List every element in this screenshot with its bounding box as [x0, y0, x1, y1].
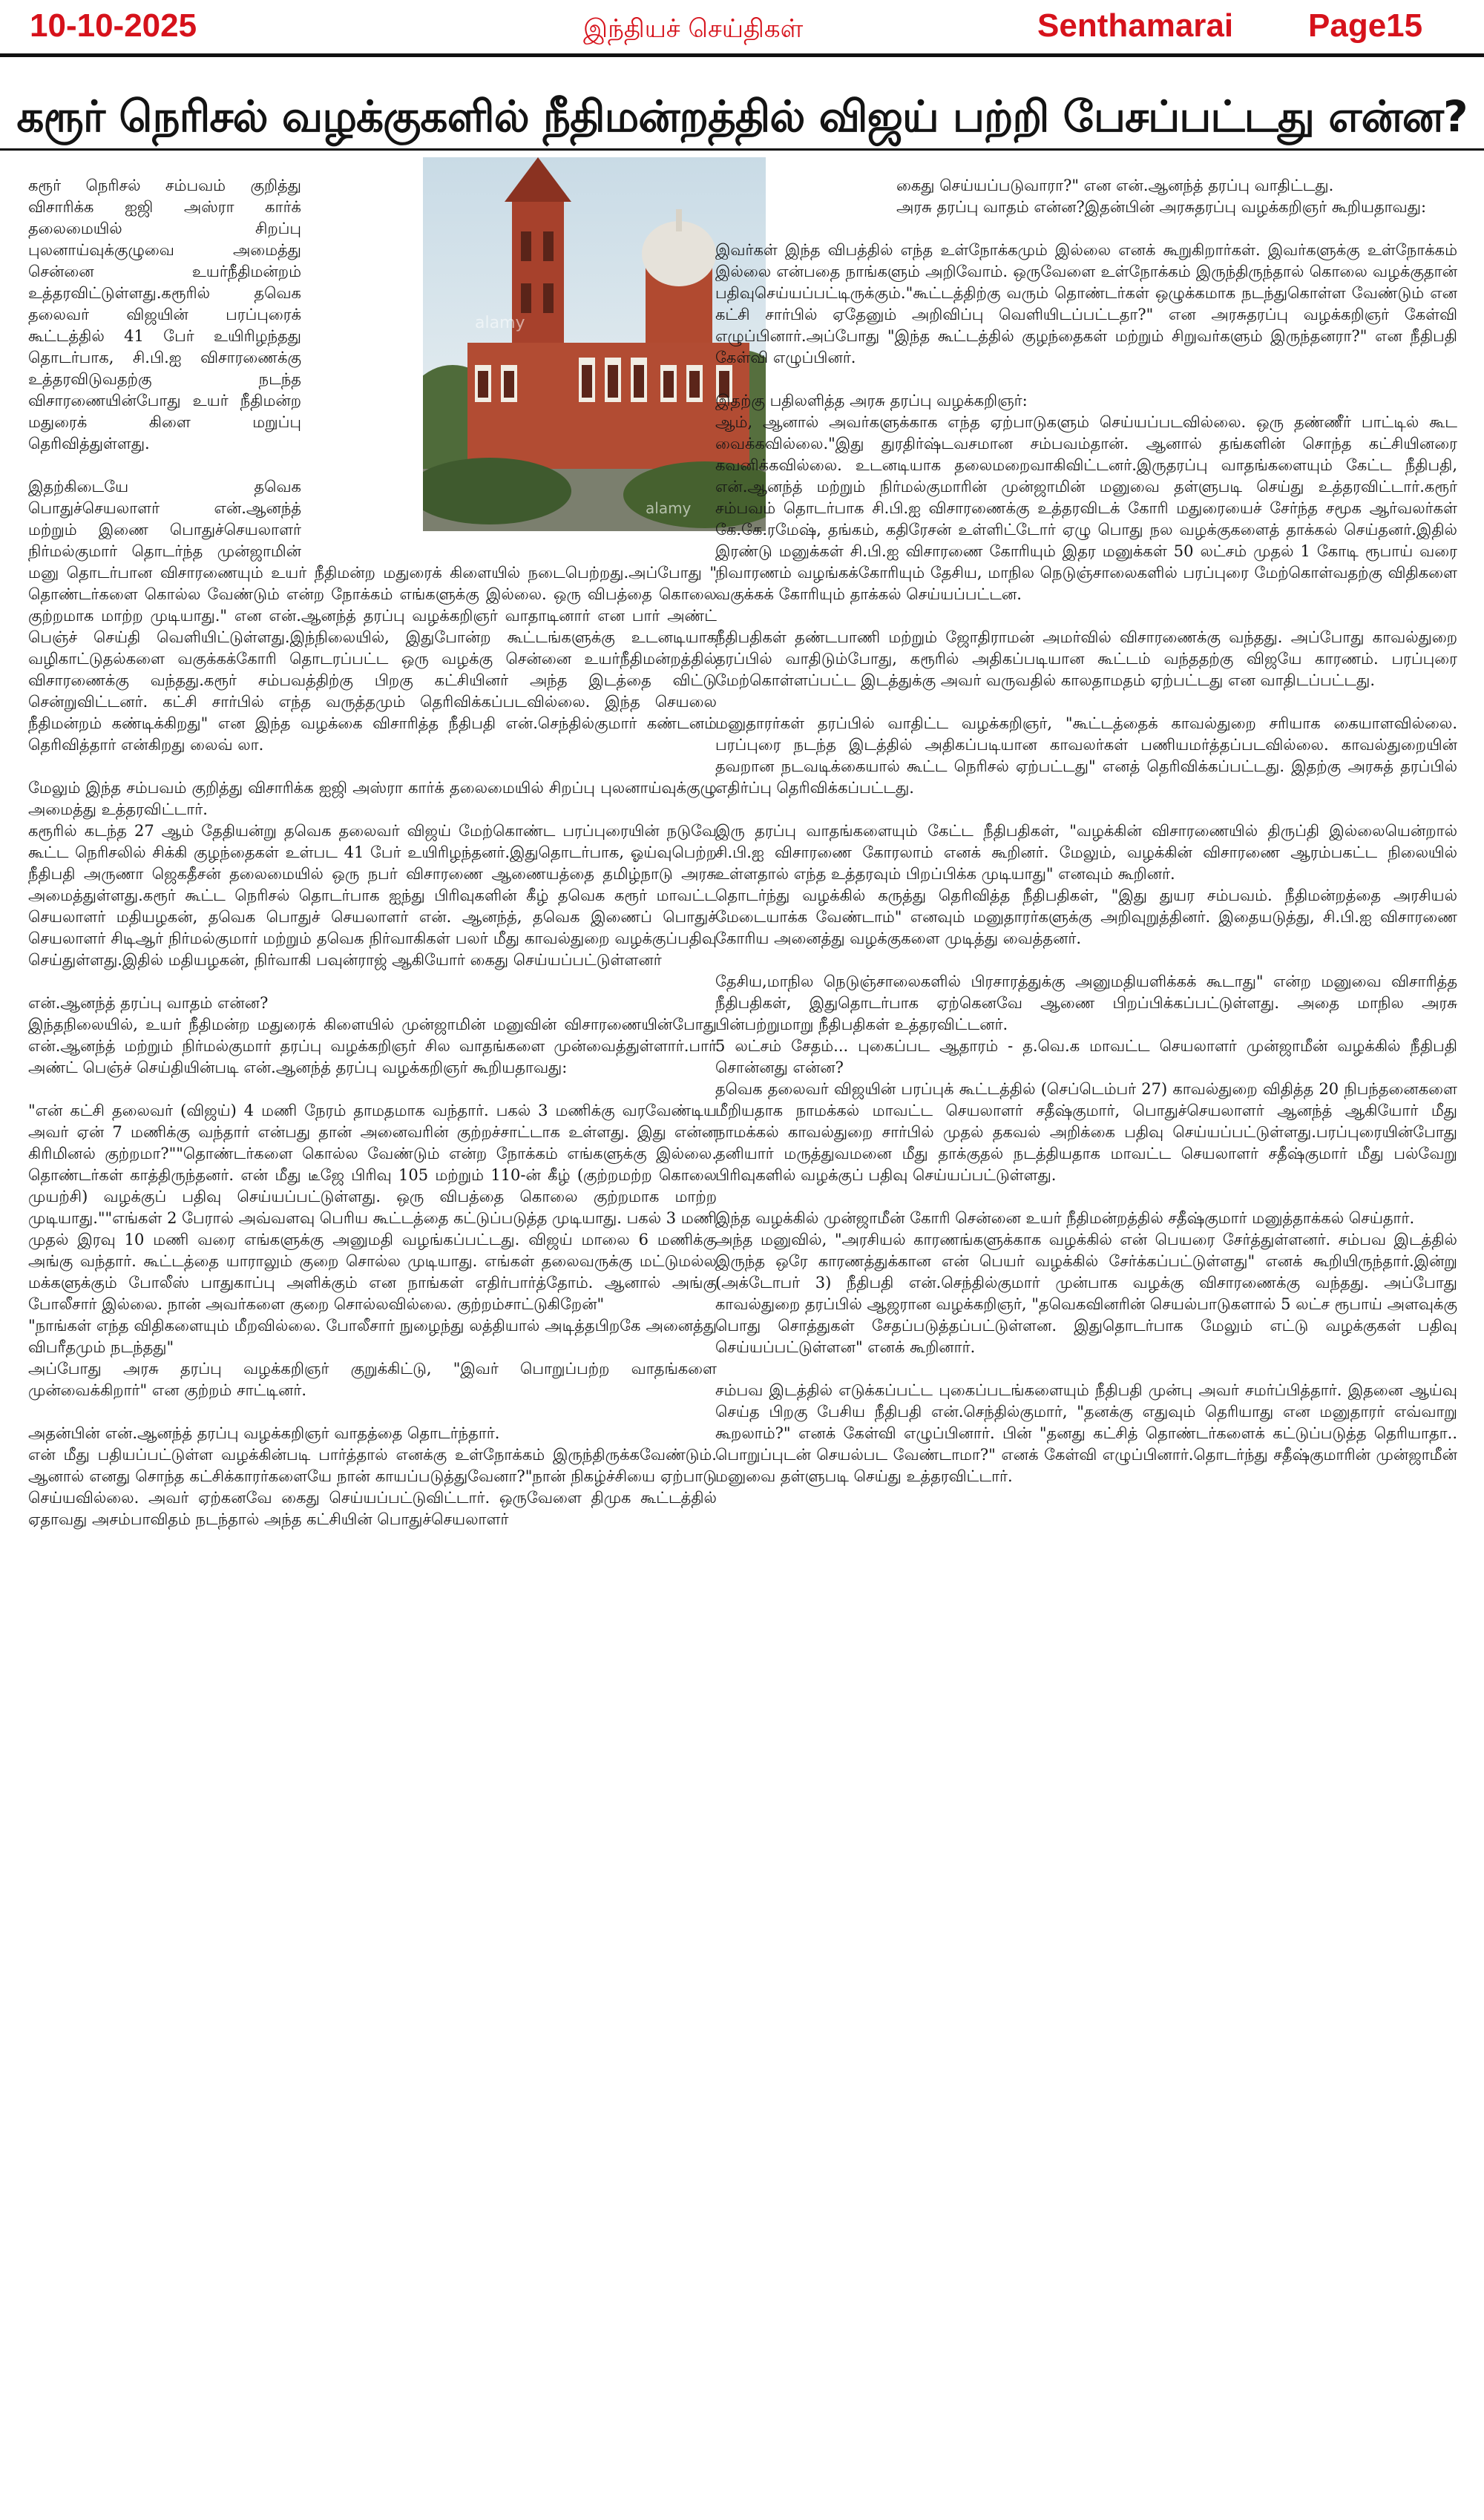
- left-para-6: அதன்பின் என்.ஆனந்த் தரப்பு வழக்கறிஞர் வாதத்தை தொடர்ந்தார். என் மீது பதியப்பட்டுள்ள வழக்கின்படி பார்த்தால் எனக்கு உள்நோக்கம் இருந்திருக்கவேண்டும். ஆனால் எனது சொந்த கட்சிக்காரர்களையே நான் காயப்படுத்துவேனா?"நான் நிகழ்ச்சியை ஏற்பாடு செய்யவில்லை. அவர் ஏற்கனவே கைது செய்யப்பட்டுவிட்டார். ஒருவேளை திமுக கூட்டத்தில் ஏதாவது அசம்பாவிதம் நடந்தால் அந்த கட்சியின் பொதுச்செயலாளர்: [28, 1424, 717, 1528]
- page-header: [0, 0, 1484, 52]
- right-para-7: தேசிய,மாநில நெடுஞ்சாலைகளில் பிரசாரத்துக்கு அனுமதியளிக்கக் கூடாது" என்ற மனுவை விசாரித்த நீதிபதிகள், இதுதொடர்பாக ஏற்கெனவே ஆணை பிறப்பிக்கப்பட்டுள்ளது. அதை மாநில அரசு பின்பற்றுமாறு நீதிபதிகள் உத்தரவிட்டனர். 5 லட்சம் சேதம்... புகைப்பட ஆதாரம் - த.வெ.க மாவட்ட செயலாளர் முன்ஜாமீன் வழக்கில் நீதிபதி சொன்னது என்ன? தவெக தலைவர் விஜயின் பரப்புக் கூட்டத்தில் (செப்டெம்பர் 27) காவல்துறை விதித்த 20 நிபந்தனைகளை மீறியதாக நாமக்கல் மாவட்ட செயலாளர் சதீஷ்குமார், பொதுச்செயலாளர் ஆனந்த் ஆகியோர் மீது நாமக்கல் காவல்துறை சார்பில் முதல் தகவல் அறிக்கை பதிவு செய்யப்பட்டுள்ளது.பரப்புரையின்போது தனியார் மருத்துவமனை மீது தாக்குதல் நடத்தியதாக மாவட்ட செயலாளர் சதீஷ்குமார் மீது பல்வேறு பிரிவுகளில் வழக்குப் பதிவு செய்யப்பட்டுள்ளது.: [715, 973, 1457, 1184]
- right-para-9: சம்பவ இடத்தில் எடுக்கப்பட்ட புகைப்படங்களையும் நீதிபதி முன்பு அவர் சமர்ப்பித்தார். இதனை ஆய்வு செய்த பிறகு பேசிய நீதிபதி என்.செந்தில்குமார், "தனக்கு எதுவும் தெரியாது என மனுதாரர் எவ்வாறு கூறலாம்?" எனக் கேள்வி எழுப்பினார். பின் "தனது கட்சித் தொண்டர்களைக் கட்டுப்படுத்த தெரியாதா.. பொறுப்புடன் செயல்பட வேண்டாமா?" எனக் கேள்வி எழுப்பினார்.தொடர்ந்து சதீஷ்குமாரின் முன்ஜாமீன் மனுவை தள்ளுபடி செய்து உத்தரவிட்டார்.: [715, 1381, 1457, 1485]
- left-para-3: மேலும் இந்த சம்பவம் குறித்து விசாரிக்க ஐஜி அஸ்ரா கார்க் தலைமையில் சிறப்பு புலனாய்வுக்குழு அமைத்து உத்தரவிட்டார். கரூரில் கடந்த 27 ஆம் தேதியன்று தவெக தலைவர் விஜய் மேற்கொண்ட பரப்புரையின் நடுவே கூட்ட நெரிசலில் சிக்கி குழந்தைகள் உள்பட 41 பேர் உயிரிழந்தனர்.இதுதொடர்பாக, ஓய்வுபெற்ற நீதிபதி அருணா ஜெகதீசன் தலைமையில் ஒரு நபர் விசாரணை ஆணையத்தை தமிழ்நாடு அரசு அமைத்துள்ளது.கரூர் கூட்ட நெரிசல் தொடர்பாக ஐந்து பிரிவுகளின் கீழ் தவெக கரூர் மாவட்ட செயலாளர் மதியழகன், தவெக பொதுச் செயலாளர் என். ஆனந்த், தவெக இணைப் பொதுச் செயலாளர் சிடிஆர் நிர்மல்குமார் மற்றும் தவெக நிர்வாகிகள் பலர் மீது காவல்துறை வழக்குப்பதிவு செய்துள்ளது.இதில் மதியழகன், நிர்வாகி பவுன்ராஜ் ஆகியோர் கைது செய்யப்பட்டுள்ளனர்: [28, 779, 717, 969]
- header-rule: [0, 53, 1484, 57]
- article-headline: கரூர் நெரிசல் வழக்குகளில் நீதிமன்றத்தில் விஜய் பற்றி பேசப்பட்டது என்ன?: [16, 91, 1468, 142]
- image-watermark-top: alamy: [475, 314, 525, 332]
- right-para-3: இதற்கு பதிலளித்த அரசு தரப்பு வழக்கறிஞர்: ஆம், ஆனால் அவர்களுக்காக எந்த ஏற்பாடுகளும் செய்யப்படவில்லை. ஒரு தண்ணீர் பாட்டில் கூட வைக்கவில்லை."இது துரதிர்ஷ்டவசமான சம்பவம்தான். ஆனால் தங்களின் சொந்த கட்சியினரை கவனிக்கவில்லை. உடனடியாக தலைமறைவாகிவிட்டனர்.இருதரப்பு வாதங்களையும் கேட்ட நீதிபதி, என்.ஆனந்த் மற்றும் நிர்மல்குமாரின் முன்ஜாமின் மனுவை தள்ளுபடி செய்து உத்தரவிட்டார்.கரூர் சம்பவம் தொடர்பாக சி.பி.ஐ விசாரணைக்கு உத்தரவிடக் கோரி மதுரையைச் சேர்ந்த சமூக ஆர்வலர்கள் கே.கே.ரமேஷ், தங்கம், கதிரேசன் உள்ளிட்டோர் ஏழு பொது நல வழக்குகளைத் தாக்கல் செய்தனர்.இதில் இரண்டு மனுக்கள் சி.பி.ஐ விசாரணை கோரியும் இதர மனுக்கள் 50 லட்சம் முதல் 1 கோடி ரூபாய் வரை நிவாரணம் வழங்கக்கோரியும் தேசிய, மாநில நெடுஞ்சாலைகளில் பரப்புரை மேற்கொள்வதற்கு விதிகளை வகுக்கக் கோரியும் தாக்கல் செய்யப்பட்டன.: [715, 392, 1457, 603]
- left-para-2: இதற்கிடையே தவெக பொதுச்செயலாளர் என்.ஆனந்த் மற்றும் இணை பொதுச்செயலாளர் நிர்மல்குமார் தொடர்ந்த முன்ஜாமின் மனு தொடர்பான விசாரணையும் உயர் நீதிமன்ற மதுரைக் கிளையில் நடைபெற்றது.அப்போது " தொண்டர்களை கொல்ல வேண்டும் என்ற நோக்கம் எங்களுக்கு இல்லை. ஒரு விபத்தை கொலை குற்றமாக மாற்ற முடியாது." என என்.ஆனந்த் தரப்பு வழக்கறிஞர் வாதாடினார் என பார் அண்ட் பெஞ்ச் செய்தி வெளியிட்டுள்ளது.இந்நிலையில், இதுபோன்ற கூட்டங்களுக்கு உடனடியாக வழிகாட்டுதல்களை வகுக்கக்கோரி தொடரப்பட்ட ஒரு வழக்கு சென்னை உயர்நீதிமன்றத்தில் விசாரணைக்கு வந்தது.கரூர் சம்பவத்திற்கு பிறகு கட்சியினர் அந்த இடத்தை விட்டு சென்றுவிட்டனர். கட்சி சார்பில் எந்த வருத்தமும் தெரிவிக்கப்படவில்லை. இந்த செயலை நீதிமன்றம் கண்டிக்கிறது" என இந்த வழக்கை விசாரித்த நீதிபதி என்.செந்தில்குமார் கண்டனம் தெரிவித்தார் என்கிறது லைவ் லா.: [28, 478, 717, 754]
- right-para-1: கைது செய்யப்படுவாரா?" என என்.ஆனந்த் தரப்பு வாதிட்டது. அரசு தரப்பு வாதம் என்ன?இதன்பின் அரசுதரப்பு வழக்கறிஞர் கூறியதாவது:: [896, 177, 1427, 216]
- issue-date: 10-10-2025: [30, 7, 197, 44]
- left-para-4: என்.ஆனந்த் தரப்பு வாதம் என்ன? இந்தநிலையில், உயர் நீதிமன்ற மதுரைக் கிளையில் முன்ஜாமின் மனுவின் விசாரணையின்போது என்.ஆனந்த் மற்றும் நிர்மல்குமார் தரப்பு வழக்கறிஞர் சில வாதங்களை முன்வைத்துள்ளார்.பார் அண்ட் பெஞ்ச் செய்தியின்படி என்.ஆனந்த் தரப்பு வழக்கறிஞர் கூறியதாவது:: [28, 994, 717, 1076]
- right-para-2: இவர்கள் இந்த விபத்தில் எந்த உள்நோக்கமும் இல்லை எனக் கூறுகிறார்கள். இவர்களுக்கு உள்நோக்கம் இல்லை என்பதை நாங்களும் அறிவோம். ஒருவேளை உள்நோக்கம் இருந்திருந்தால் கொலை வழக்குதான் பதிவுசெய்யப்பட்டிருக்கும்."கூட்டத்திற்கு வரும் தொண்டர்கள் ஒழுக்கமாக நடந்துகொள்ள வேண்டும் என கட்சி சார்பில் ஏதேனும் அறிவிப்பு வெளியிடப்பட்டதா?" என அரசுதரப்பு வழக்கறிஞர் கேள்வி எழுப்பினார்.அப்போது "இந்த கூட்டத்தில் குழந்தைகள் மற்றும் சிறுவர்களும் இருந்தனரா?" என நீதிபதி கேள்வி எழுப்பினர்.: [715, 241, 1457, 366]
- article-column-left: [28, 175, 717, 1552]
- right-para-5: மனுதாரர்கள் தரப்பில் வாதிட்ட வழக்கறிஞர், "கூட்டத்தைக் காவல்துறை சரியாக கையாளவில்லை. பரப்புரை நடந்த இடத்தில் அதிகப்படியான காவலர்கள் பணியமர்த்தப்படவில்லை. காவல்துறையின் தவறான நடவடிக்கையால் கூட்ட நெரிசல் ஏற்பட்டது" எனத் தெரிவிக்கப்பட்டது. இதற்கு அரசுத் தரப்பில் எதிர்ப்பு தெரிவிக்கப்பட்டது.: [715, 714, 1457, 797]
- left-para-5: "என் கட்சி தலைவர் (விஜய்) 4 மணி நேரம் தாமதமாக வந்தார். பகல் 3 மணிக்கு வரவேண்டிய அவர் ஏன் 7 மணிக்கு வந்தார் என்பது தான் அனைவரின் குற்றச்சாட்டாக உள்ளது. இது என்ன கிரிமினல் குற்றமா?""தொண்டர்களை கொல்ல வேண்டும் என்ற நோக்கம் எங்களுக்கு இல்லை. தொண்டர்கள் காத்திருந்தனர். என் மீது டீஜே பிரிவு 105 மற்றும் 110-ன் கீழ் (குற்றமற்ற கொலை முயற்சி) வழக்குப் பதிவு செய்யப்பட்டுள்ளது. ஒரு விபத்தை கொலை குற்றமாக மாற்ற முடியாது.""எங்கள் 2 பேரால் அவ்வளவு பெரிய கூட்டத்தை கட்டுப்படுத்த முடியாது. பகல் 3 மணி முதல் இரவு 10 மணி வரை எங்களுக்கு அனுமதி வழங்கப்பட்டது. விஜய் மாலை 6 மணிக்கு அங்கு வந்தார். கூட்டத்தை யாராலும் குறை சொல்ல முடியாது. எங்கள் தலைவருக்கு மட்டுமல்ல மக்களுக்கும் போலீஸ் பாதுகாப்பு அளிக்கும் என நாங்கள் எதிர்பார்த்தோம். ஆனால் அங்கு போலீசார் இல்லை. நான் அவர்களை குறை சொல்லவில்லை. குற்றம்சாட்டுகிறேன்" "நாங்கள் எந்த விதிகளையும் மீறவில்லை. போலீசார் நுழைந்து லத்தியால் அடித்தபிறகே அனைத்து விபரீதமும் நடந்தது" அப்போது அரசு தரப்பு வழக்கறிஞர் குறுக்கிட்டு, "இவர் பொறுப்பற்ற வாதங்களை முன்வைக்கிறார்" என குற்றம் சாட்டினர்.: [28, 1102, 717, 1399]
- newspaper-brand: Senthamarai: [1037, 7, 1234, 44]
- article-column-right: [715, 175, 1457, 1509]
- right-para-8: இந்த வழக்கில் முன்ஜாமீன் கோரி சென்னை உயர் நீதிமன்றத்தில் சதீஷ்குமார் மனுத்தாக்கல் செய்தார். அந்த மனுவில், "அரசியல் காரணங்களுக்காக வழக்கில் என் பெயரை சேர்த்துள்ளனர். சம்பவ இடத்தில் இருந்த ஒரே காரணத்துக்கான என் பெயர் வழக்கில் சேர்க்கப்பட்டுள்ளது" எனக் கூறியிருந்தார்.இன்று (அக்டோபர் 3) நீதிபதி என்.செந்தில்குமார் முன்பாக வழக்கு விசாரணைக்கு வந்தது. அப்போது காவல்துறை தரப்பில் ஆஜரான வழக்கறிஞர், "தவெகவினரின் செயல்பாடுகளால் 5 லட்ச ரூபாய் அளவுக்கு பொது சொத்துகள் சேதப்படுத்தப்பட்டுள்ளன. இதுதொடர்பாக மேலும் எட்டு வழக்குகள் பதிவு செய்யப்பட்டுள்ளன" எனக் கூறினார்.: [715, 1209, 1457, 1356]
- left-para-1: கரூர் நெரிசல் சம்பவம் குறித்து விசாரிக்க ஐஜி அஸ்ரா கார்க் தலைமையில் சிறப்பு புலனாய்வுக்குழுவை அமைத்து சென்னை உயர்நீதிமன்றம் உத்தரவிட்டுள்ளது.கரூரில் தவெக தலைவர் விஜயின் பரப்புரைக் கூட்டத்தில் 41 பேர் உயிரிழந்தது தொடர்பாக, சி.பி.ஐ விசாரணைக்கு உத்தரவிடுவதற்கு நடந்த விசாரணையின்போது உயர் நீதிமன்ற மதுரைக் கிளை மறுப்பு தெரிவித்துள்ளது.: [28, 177, 301, 453]
- section-category: இந்தியச் செய்திகள்: [583, 14, 804, 44]
- headline-rule: [0, 148, 1484, 151]
- right-para-6: இரு தரப்பு வாதங்களையும் கேட்ட நீதிபதிகள், "வழக்கின் விசாரணையில் திருப்தி இல்லையென்றால் சி.பி.ஐ விசாரணை கோரலாம் எனக் கூறினர். மேலும், வழக்கின் விசாரணை ஆரம்பகட்ட நிலையில் உள்ளதால் எந்த உத்தரவும் பிறப்பிக்க முடியாது" எனவும் கூறினர். தொடர்ந்து வழக்கில் கருத்து தெரிவித்த நீதிபதிகள், "இது துயர சம்பவம். நீதிமன்றத்தை அரசியல் மேடையாக்க வேண்டாம்" எனவும் மனுதாரர்களுக்கு அறிவுறுத்தினர். இதையடுத்து, சி.பி.ஐ விசாரணை கோரிய அனைத்து வழக்குகளை முடித்து வைத்தனர்.: [715, 822, 1457, 947]
- right-para-4: நீதிபதிகள் தண்டபாணி மற்றும் ஜோதிராமன் அமர்வில் விசாரணைக்கு வந்தது. அப்போது காவல்துறை தரப்பில் வாதிடும்போது, கரூரில் அதிகப்படியான கூட்டம் வந்ததற்கு விஜயே காரணம். பரப்புரை மேற்கொள்ளப்பட்ட இடத்துக்கு அவர் வருவதில் காலதாமதம் ஏற்பட்டது என வாதிடப்பட்டது.: [715, 628, 1457, 689]
- page-number: Page15: [1308, 7, 1423, 44]
- image-watermark-bottom: alamy: [646, 499, 692, 517]
- image-float-spacer: [301, 175, 717, 543]
